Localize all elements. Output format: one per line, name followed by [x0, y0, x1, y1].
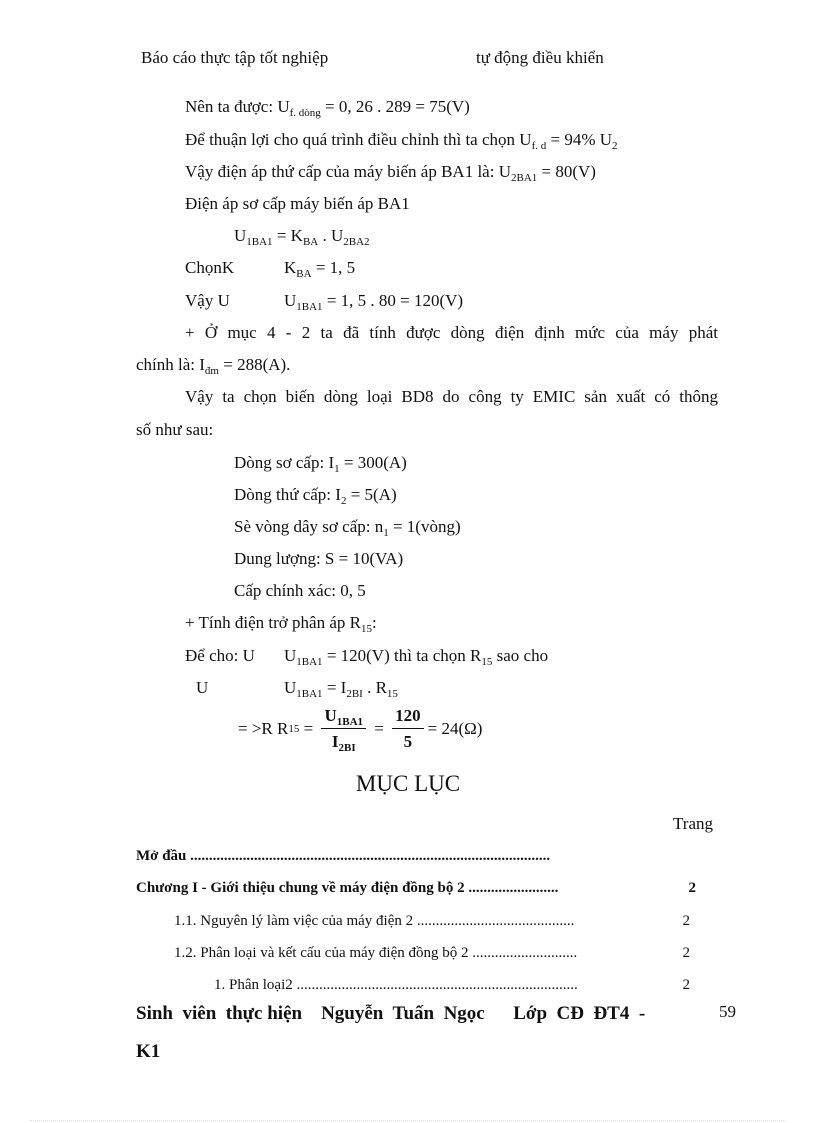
- vay-u-label: Vậy U: [185, 291, 230, 310]
- fraction-120-over-5: $\frac{120}{5}$: [392, 706, 424, 752]
- spec-capacity: Dung lượng: S = 10(VA): [234, 549, 404, 568]
- spec-secondary-current: Dòng thứ cấp: $I_2 = 5(A)$: [234, 485, 397, 507]
- header-right: tự động điều khiển: [476, 48, 604, 67]
- body-line-1: Nên ta được: $U_{f. dòng} = 0$, 26 . 289 = 75(V): [185, 97, 470, 119]
- toc-page-label: Trang: [673, 814, 713, 833]
- fraction-u-over-i: $\frac{U_{1BA1}}{I_{2BI}}$: [321, 706, 366, 752]
- spec-accuracy: Cấp chính xác: 0, 5: [234, 581, 366, 600]
- toc-entry-chapter-1[interactable]: Chương I - Giới thiệu chung về máy điện đồng bộ 2 ........................ 2: [136, 880, 696, 896]
- toc-entry-intro[interactable]: Mở đầu ................................................................................................: [136, 848, 551, 864]
- body-line-10: Vậy ta chọn biến dòng loại BD8 do công ty EMIC sản xuất có thông: [185, 387, 718, 406]
- bottom-divider: [30, 1120, 786, 1121]
- header-left: Báo cáo thực tập tốt nghiệp: [141, 48, 329, 67]
- condition-label: Để cho: U: [185, 646, 255, 665]
- spec-primary-current: Dòng sơ cấp: $I_1 = 300(A)$: [234, 453, 407, 475]
- equation-u1ba1: $U_{1BA1} = K_{BA}$ . $U_{2BA2}$: [234, 226, 370, 248]
- condition-value: $U_{1BA1} = 120(V)$ thì ta chọn $R_{15}$ sao cho: [284, 646, 549, 668]
- toc-entry-1-2[interactable]: 1.2. Phân loại và kết cấu của máy điện đồng bộ 2 ............................ 2: [174, 945, 690, 961]
- relation-label: U: [196, 678, 209, 697]
- toc-entry-1[interactable]: 1. Phân loại2 ........................................................................... 2: [214, 977, 690, 993]
- vay-u-value: $U_{1BA1} = 1$, 5 . 80 = 120(V): [284, 291, 464, 313]
- body-line-4: Điện áp sơ cấp máy biến áp BA1: [185, 194, 410, 213]
- toc-entry-1-1[interactable]: 1.1. Nguyên lý làm việc của máy điện 2 .......................................... 2: [174, 913, 690, 929]
- body-line-8: + Ở mục 4 - 2 ta đã tính được dòng điện định mức của máy phát: [185, 323, 718, 342]
- resistor-heading: + Tính điện trở phân áp $R_{15}$:: [185, 613, 377, 635]
- footer-class-suffix: K1: [136, 1041, 161, 1062]
- footer-student-line: Sinh viên thực hiện Nguyễn Tuấn Ngọc Lớp CĐ ĐT4 -: [136, 1003, 646, 1024]
- toc-title: MỤC LỤC: [355, 771, 461, 796]
- body-line-2: Để thuận lợi cho quá trình điều chỉnh thì ta chọn $U_{f. d} = 94\%$ $U_2$: [185, 130, 618, 152]
- body-line-11: số như sau:: [136, 420, 214, 439]
- resistor-formula: = >R R 15 = $\frac{U_{1BA1}}{I_{2BI}}$ = $\frac{120}{5}$ = 24(Ω): [238, 706, 483, 754]
- chon-k-label: ChọnK: [185, 258, 235, 277]
- page-number: 59: [719, 1002, 736, 1021]
- chon-k-value: $K_{BA} = 1$, 5: [284, 258, 356, 280]
- spec-primary-turns: Sè vòng dây sơ cấp: $n_1$ = 1(vòng): [234, 517, 461, 539]
- body-line-3: Vậy điện áp thứ cấp của máy biến áp BA1 là: $U_{2BA1} = 80(V)$: [185, 162, 596, 184]
- relation-value: $U_{1BA1} = I_{2BI}$ . $R_{15}$: [284, 678, 398, 700]
- body-line-9: chính là: $I_{đm} = 288(A)$.: [136, 355, 291, 377]
